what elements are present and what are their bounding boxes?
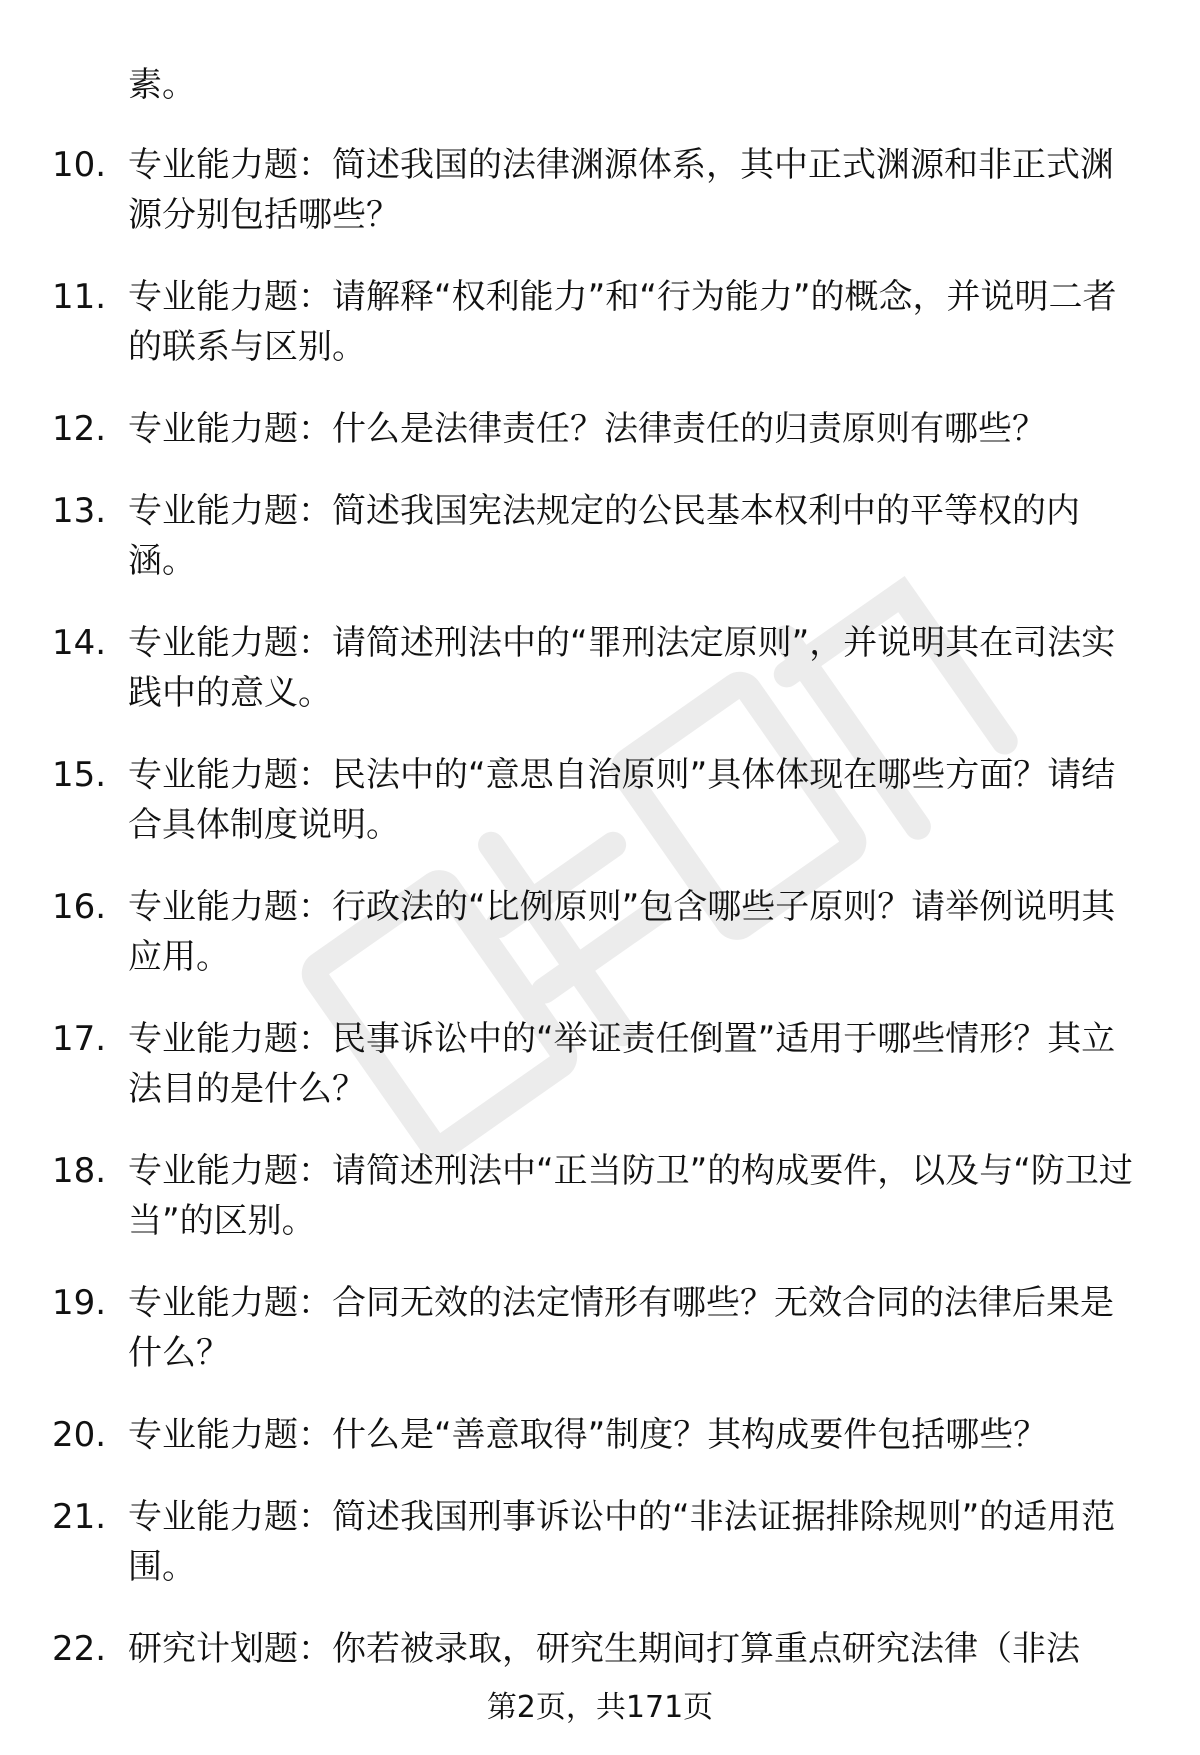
question-number: 17.: [52, 1019, 107, 1059]
question-number: 15.: [52, 755, 107, 795]
question-number: 12.: [52, 409, 107, 449]
question-text: 专业能力题：什么是“善意取得”制度？其构成要件包括哪些？: [128, 1415, 1048, 1455]
list-item: [0, 1014, 1200, 1114]
question-number: 22.: [52, 1629, 107, 1669]
question-text: 专业能力题：合同无效的法定情形有哪些？无效合同的法律后果是什么？: [128, 1283, 1114, 1373]
question-number: 21.: [52, 1497, 107, 1537]
list-item: [0, 750, 1200, 850]
list-item: [0, 882, 1200, 982]
question-number: 18.: [52, 1151, 107, 1191]
list-item: [0, 1624, 1200, 1674]
list-item: [0, 486, 1200, 586]
question-list: [0, 140, 1200, 1706]
continuation-text: 素。: [128, 65, 196, 105]
question-number: 14.: [52, 623, 107, 663]
question-text: 专业能力题：民法中的“意思自治原则”具体体现在哪些方面？请结合具体制度说明。: [128, 755, 1116, 845]
question-text: 研究计划题：你若被录取，研究生期间打算重点研究法律（非法: [128, 1629, 1080, 1669]
list-item: [0, 1146, 1200, 1246]
question-text: 专业能力题：简述我国宪法规定的公民基本权利中的平等权的内涵。: [128, 491, 1080, 581]
question-number: 13.: [52, 491, 107, 531]
question-number: 11.: [52, 277, 107, 317]
question-text: 专业能力题：请解释“权利能力”和“行为能力”的概念，并说明二者的联系与区别。: [128, 277, 1117, 367]
list-item: [0, 404, 1200, 454]
question-number: 10.: [52, 145, 107, 185]
question-text: 专业能力题：请简述刑法中“正当防卫”的构成要件，以及与“防卫过当”的区别。: [128, 1151, 1133, 1241]
question-number: 20.: [52, 1415, 107, 1455]
question-text: 专业能力题：请简述刑法中的“罪刑法定原则”，并说明其在司法实践中的意义。: [128, 623, 1116, 713]
list-item: [0, 1410, 1200, 1460]
page-footer: 第2页，共171页: [486, 1690, 714, 1725]
question-text: 专业能力题：行政法的“比例原则”包含哪些子原则？请举例说明其应用。: [128, 887, 1116, 977]
list-item: [0, 272, 1200, 372]
question-text: 专业能力题：简述我国刑事诉讼中的“非法证据排除规则”的适用范围。: [128, 1497, 1116, 1587]
question-text: 专业能力题：简述我国的法律渊源体系，其中正式渊源和非正式渊源分别包括哪些？: [128, 145, 1114, 235]
question-number: 19.: [52, 1283, 107, 1323]
list-item: [0, 1278, 1200, 1378]
question-number: 16.: [52, 887, 107, 927]
list-item: [0, 140, 1200, 240]
question-text: 专业能力题：什么是法律责任？法律责任的归责原则有哪些？: [128, 409, 1046, 449]
list-item: [0, 1492, 1200, 1592]
question-text: 专业能力题：民事诉讼中的“举证责任倒置”适用于哪些情形？其立法目的是什么？: [128, 1019, 1116, 1109]
list-item: [0, 618, 1200, 718]
